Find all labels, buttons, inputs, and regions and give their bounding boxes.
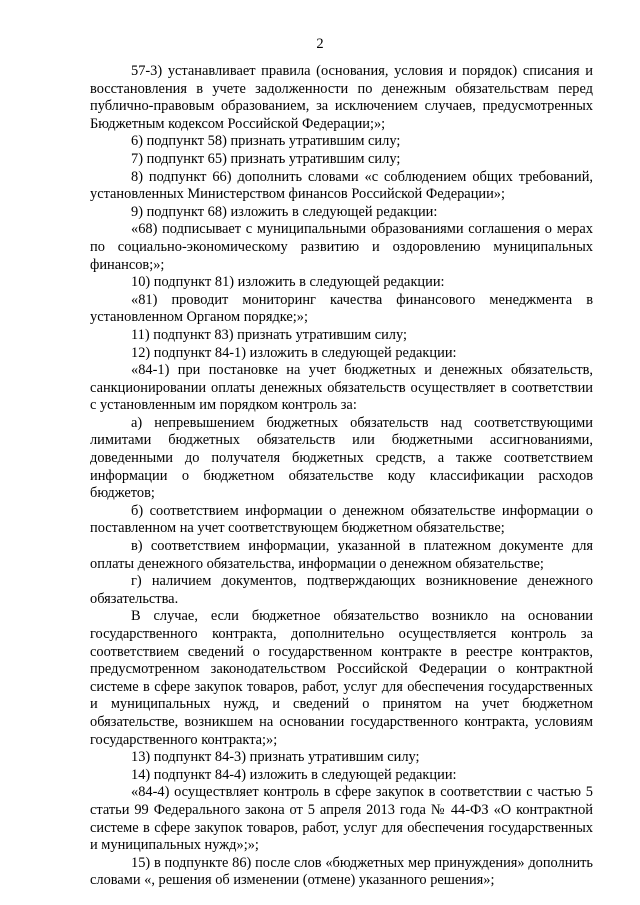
paragraph-item-7: 7) подпункт 65) признать утратившим силу; <box>131 150 401 167</box>
paragraph-item-10: 10) подпункт 81) изложить в следующей редакции: <box>131 274 445 291</box>
paragraph-item-15: 15) в подпункте 86) после слов «бюджетных мер принуждения» дополнить словами «, решения об изменении (отмене) указанного решения»; <box>90 854 593 889</box>
paragraph-68-text: «68) подписывает с муниципальными образованиями соглашения о мерах по социально-экономическому развитию и оздоровлению муниципальных финансов;»; <box>90 221 593 273</box>
paragraph-item-12: 12) подпункт 84-1) изложить в следующей редакции: <box>131 344 457 361</box>
page-number: 2 <box>316 36 324 52</box>
paragraph-item-8: 8) подпункт 66) дополнить словами «с соблюдением общих требований, установленных Министерством финансов Российской Федерации»; <box>90 168 593 203</box>
paragraph-item-9: 9) подпункт 68) изложить в следующей редакции: <box>131 203 438 220</box>
paragraph-84-1-v: в) соответствием информации, указанной в платежном документе для оплаты денежного обязательства, информации о денежном обязательстве; <box>90 538 593 572</box>
paragraph-84-4-text: «84-4) осуществляет контроль в сфере закупок в соответствии с частью 5 статьи 99 Федерального закона от 5 апреля 2013 года № 44-ФЗ «О контрактной системе в сфере закупок товаров, работ, услуг для обеспечения государственных и муниципальных нужд»;»; <box>90 784 593 854</box>
document-body <box>90 63 593 890</box>
paragraph-84-1-a: а) непревышением бюджетных обязательств над соответствующими лимитами бюджетных обязательств или бюджетными ассигнованиями, доведенными до получателя бюджетных средств, а также соответствием информации о бюджетном обязательстве коду классификации расходов бюджетов; <box>90 414 593 502</box>
paragraph-item-11: 11) подпункт 83) признать утратившим силу; <box>131 326 407 343</box>
paragraph-item-6: 6) подпункт 58) признать утратившим силу; <box>131 133 401 150</box>
paragraph-item-13: 13) подпункт 84-3) признать утратившим силу; <box>131 749 420 766</box>
paragraph-57-3: 57-3) устанавливает правила (основания, условия и порядок) списания и восстановления в учете задолженности по денежным обязательствам перед публично-правовым образованием, за исключением случаев, предусмотренных Бюджетным кодексом Российской Федерации;»; <box>90 63 593 132</box>
paragraph-81-text: «81) проводит мониторинг качества финансового менеджмента в установленном Органом порядке;»; <box>90 291 593 326</box>
paragraph-84-1-text: «84-1) при постановке на учет бюджетных и денежных обязательств, санкционировании оплаты денежных обязательств осуществляет в соответствии с установленным им порядком контроль за: <box>90 362 593 414</box>
paragraph-84-1-g: г) наличием документов, подтверждающих возникновение денежного обязательства. <box>90 573 593 607</box>
paragraph-item-14: 14) подпункт 84-4) изложить в следующей редакции: <box>131 766 457 783</box>
paragraph-84-1-b: б) соответствием информации о денежном обязательстве информации о поставленном на учет соответствующем бюджетном обязательстве; <box>90 502 593 537</box>
paragraph-84-1-contract: В случае, если бюджетное обязательство возникло на основании государственного контракта, дополнительно осуществляется контроль за соответствием сведений о государственном контракте в реестре контрактов, предусмотренном законодательством Российской Федерации о контрактной системе в сфере закупок товаров, работ, услуг для обеспечения государственных и муниципальных нужд, и сведений о принятом на учет бюджетном обязательстве, возникшем на основании государственного контракта, условиям государственного контракта;»; <box>90 608 593 748</box>
